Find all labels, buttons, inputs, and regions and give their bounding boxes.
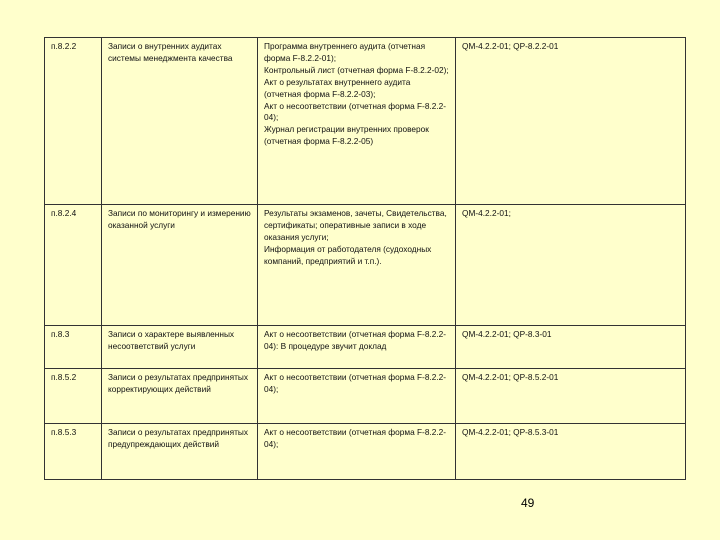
form-line: Акт о несоответствии (отчетная форма F-8.2.2-04); xyxy=(264,372,447,394)
docs-cell: QM-4.2.2-01; QP-8.2.2-01 xyxy=(456,38,686,205)
table-row xyxy=(45,205,686,326)
form-line: Результаты экзаменов, зачеты, Свидетельства, сертификаты; оперативные записи в ходе оказания услуги; xyxy=(264,208,447,242)
forms-cell xyxy=(258,205,456,326)
form-line: Контрольный лист (отчетная форма F-8.2.2-02); xyxy=(264,64,449,75)
form-line: Журнал регистрации внутренних проверок (отчетная форма F-8.2.2-05) xyxy=(264,124,429,147)
clause-cell: п.8.3 xyxy=(45,326,102,369)
form-line: Акт о несоответствии (отчетная форма F-8.2.2-04): В процедуре звучит доклад xyxy=(264,329,447,351)
form-line: Акт о несоответствии (отчетная форма F-8.2.2-04); xyxy=(264,427,447,449)
clause-cell: п.8.2.2 xyxy=(45,38,102,205)
form-line: Программа внутреннего аудита (отчетная форма F-8.2.2-01); xyxy=(264,41,426,63)
clause-cell: п.8.5.2 xyxy=(45,369,102,424)
table-row xyxy=(45,424,686,480)
docs-cell: QM-4.2.2-01; QP-8.5.2-01 xyxy=(456,369,686,424)
record-cell: Записи о результатах предпринятых предупреждающих действий xyxy=(102,424,258,480)
docs-cell: QM-4.2.2-01; xyxy=(456,205,686,326)
record-cell: Записи о внутренних аудитах системы менеджмента качества xyxy=(102,38,258,205)
record-cell: Записи о характере выявленных несоответствий услуги xyxy=(102,326,258,369)
table-row xyxy=(45,326,686,369)
forms-cell xyxy=(258,424,456,480)
table-row xyxy=(45,369,686,424)
form-line: Акт о несоответствии (отчетная форма F-8.2.2-04); xyxy=(264,100,447,123)
form-line: Акт о результатах внутреннего аудита (отчетная форма F-8.2.2-03); xyxy=(264,76,411,99)
forms-cell xyxy=(258,369,456,424)
docs-cell: QM-4.2.2-01; QP-8.5.3-01 xyxy=(456,424,686,480)
forms-cell xyxy=(258,38,456,205)
clause-cell: п.8.2.4 xyxy=(45,205,102,326)
page-number: 49 xyxy=(521,496,535,510)
record-cell: Записи по мониторингу и измерению оказанной услуги xyxy=(102,205,258,326)
docs-cell: QM-4.2.2-01; QP-8.3-01 xyxy=(456,326,686,369)
form-line: Информация от работодателя (судоходных компаний, предприятий и т.п.). xyxy=(264,243,432,266)
table-row xyxy=(45,38,686,205)
records-table xyxy=(44,37,686,480)
record-cell: Записи о результатах предпринятых корректирующих действий xyxy=(102,369,258,424)
clause-cell: п.8.5.3 xyxy=(45,424,102,480)
forms-cell xyxy=(258,326,456,369)
